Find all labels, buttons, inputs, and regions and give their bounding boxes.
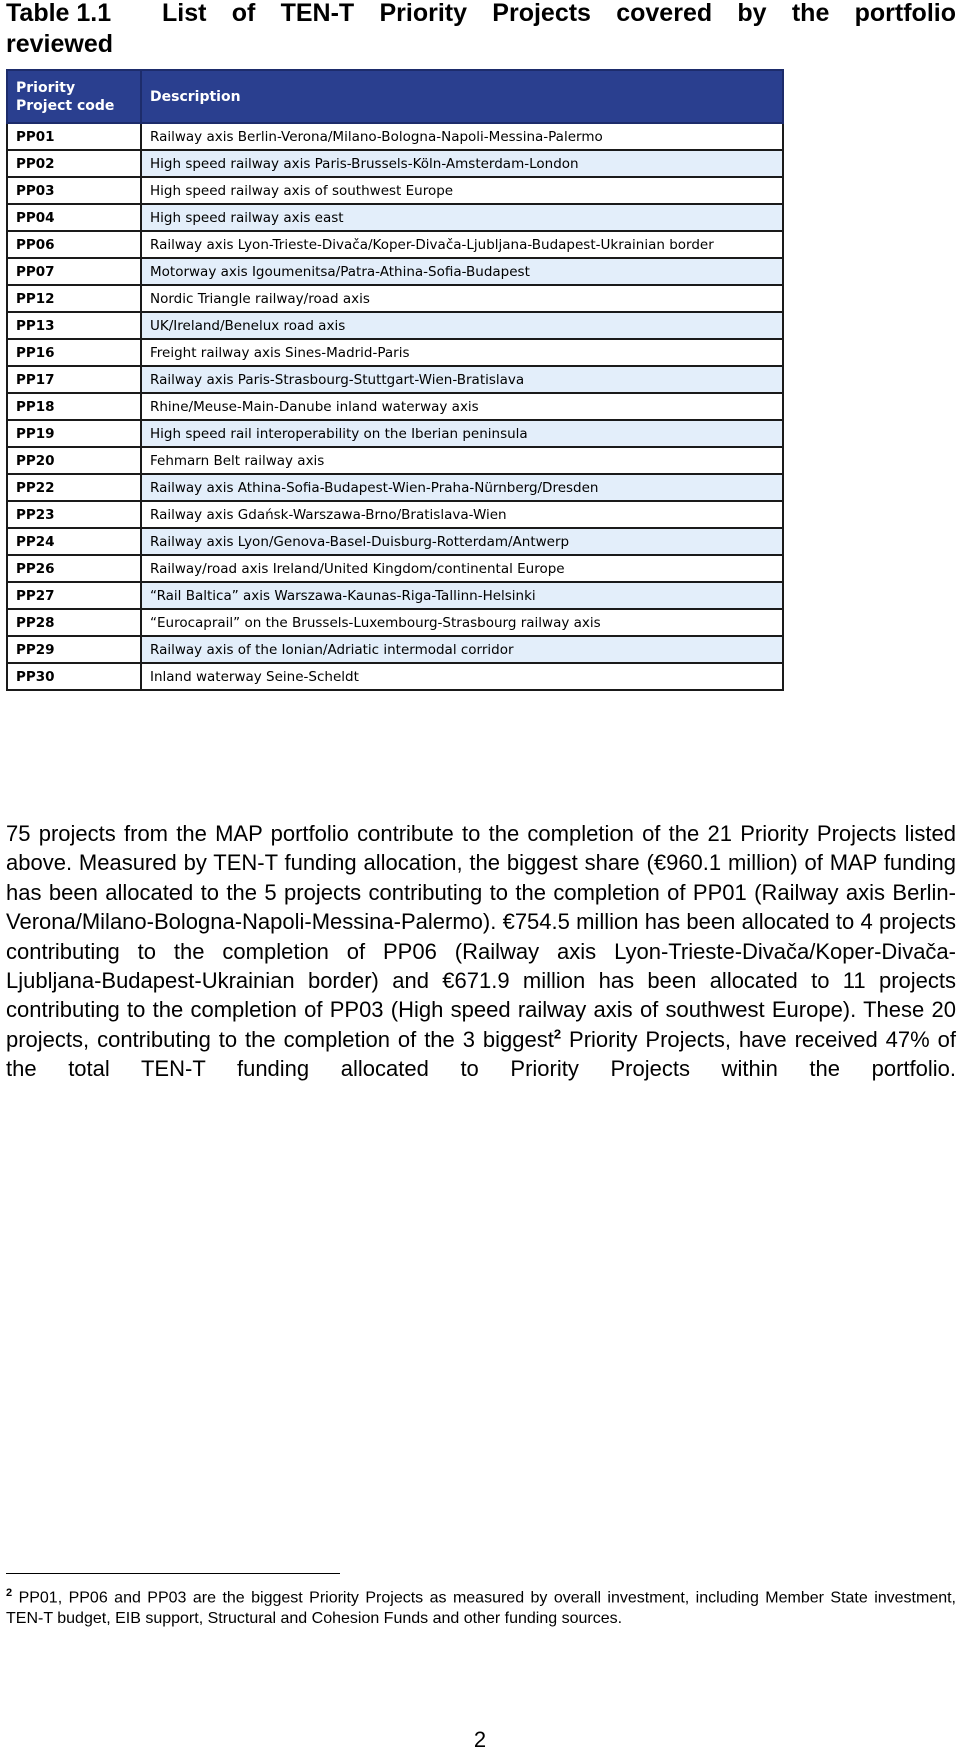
project-code: PP24 — [7, 528, 141, 555]
project-description: Freight railway axis Sines-Madrid-Paris — [141, 339, 783, 366]
project-description: Railway axis Paris-Strasbourg-Stuttgart-Wien-Bratislava — [141, 366, 783, 393]
project-code: PP13 — [7, 312, 141, 339]
project-code: PP04 — [7, 204, 141, 231]
project-code: PP23 — [7, 501, 141, 528]
project-code: PP18 — [7, 393, 141, 420]
table-row — [7, 474, 783, 501]
project-code: PP03 — [7, 177, 141, 204]
table-row — [7, 420, 783, 447]
project-description: Railway axis of the Ionian/Adriatic intermodal corridor — [141, 636, 783, 663]
body-paragraph — [6, 819, 956, 1084]
table-row — [7, 528, 783, 555]
project-code: PP19 — [7, 420, 141, 447]
table-row — [7, 285, 783, 312]
project-code: PP22 — [7, 474, 141, 501]
project-code: PP07 — [7, 258, 141, 285]
project-code: PP17 — [7, 366, 141, 393]
project-code: PP12 — [7, 285, 141, 312]
project-code: PP28 — [7, 609, 141, 636]
table-row — [7, 501, 783, 528]
project-code: PP29 — [7, 636, 141, 663]
paragraph-text-end: Priority Projects, have received 47% of the total TEN-T funding allocated to Priority Projects within the portfolio. — [6, 1026, 956, 1082]
project-code: PP01 — [7, 123, 141, 150]
table-row — [7, 366, 783, 393]
project-code: PP06 — [7, 231, 141, 258]
page-number: 2 — [473, 1727, 487, 1752]
project-description: Railway/road axis Ireland/United Kingdom/continental Europe — [141, 555, 783, 582]
project-description: “Rail Baltica” axis Warszawa-Kaunas-Riga-Tallinn-Helsinki — [141, 582, 783, 609]
footnote-mark: 2 — [6, 1587, 13, 1599]
table-row — [7, 231, 783, 258]
priority-projects-table — [6, 69, 784, 691]
project-description: High speed railway axis east — [141, 204, 783, 231]
project-description: Motorway axis Igoumenitsa/Patra-Athina-Sofia-Budapest — [141, 258, 783, 285]
table-row — [7, 393, 783, 420]
project-description: Railway axis Berlin-Verona/Milano-Bologna-Napoli-Messina-Palermo — [141, 123, 783, 150]
header-description: Description — [141, 70, 783, 123]
table-row — [7, 258, 783, 285]
project-description: “Eurocaprail” on the Brussels-Luxembourg-Strasbourg railway axis — [141, 609, 783, 636]
table-row — [7, 177, 783, 204]
caption-title: List of TEN-T Priority Projects covered by the portfolio — [162, 0, 956, 27]
project-description: Inland waterway Seine-Scheldt — [141, 663, 783, 690]
table-row — [7, 663, 783, 690]
caption-title-continued: reviewed — [6, 30, 114, 58]
table-row — [7, 636, 783, 663]
project-description: Railway axis Lyon-Trieste-Divača/Koper-Divača-Ljubljana-Budapest-Ukrainian border — [141, 231, 783, 258]
table-row — [7, 339, 783, 366]
project-description: UK/Ireland/Benelux road axis — [141, 312, 783, 339]
footnote — [6, 1583, 956, 1629]
paragraph-text: 75 projects from the MAP portfolio contribute to the completion of the 21 Priority Projects listed above. Measured by TEN-T funding allocation, the biggest share (€960.1 million) of MAP funding has been allocated to the 5 projects contributing to the completion of PP01 (Railway axis Berlin-Verona/Milano-Bologna-Napoli-Messina-Palermo). €754.5 million has been allocated to 4 projects contributing to the completion of PP06 (Railway axis Lyon-Trieste-Divača/Koper-Divača-Ljubljana-Budapest-Ukrainian border) and €671.9 million has been allocated to 11 projects contributing to the completion of PP03 (High speed railway axis of southwest Europe). These 20 projects, contributing to the completion of the 3 biggest — [6, 821, 956, 1052]
project-description: Fehmarn Belt railway axis — [141, 447, 783, 474]
table-row — [7, 555, 783, 582]
project-description: High speed railway axis Paris-Brussels-Köln-Amsterdam-London — [141, 150, 783, 177]
table-header-row — [7, 70, 783, 123]
project-description: Railway axis Lyon/Genova-Basel-Duisburg-Rotterdam/Antwerp — [141, 528, 783, 555]
table-row — [7, 609, 783, 636]
table-row — [7, 123, 783, 150]
project-description: Rhine/Meuse-Main-Danube inland waterway axis — [141, 393, 783, 420]
footnote-text: PP01, PP06 and PP03 are the biggest Priority Projects as measured by overall investment, including Member State investment, TEN-T budget, EIB support, Structural and Cohesion Funds and other funding sources. — [6, 1589, 956, 1628]
project-code: PP27 — [7, 582, 141, 609]
project-description: Railway axis Gdańsk-Warszawa-Brno/Bratislava-Wien — [141, 501, 783, 528]
table-row — [7, 204, 783, 231]
project-description: Nordic Triangle railway/road axis — [141, 285, 783, 312]
project-description: High speed rail interoperability on the Iberian peninsula — [141, 420, 783, 447]
project-code: PP26 — [7, 555, 141, 582]
table-row — [7, 582, 783, 609]
project-code: PP02 — [7, 150, 141, 177]
project-description: Railway axis Athina-Sofia-Budapest-Wien-Praha-Nürnberg/Dresden — [141, 474, 783, 501]
table-caption — [6, 0, 956, 60]
project-code: PP20 — [7, 447, 141, 474]
caption-label: Table 1.1 — [6, 0, 112, 27]
footnote-reference[interactable]: 2 — [553, 1026, 562, 1042]
table-row — [7, 150, 783, 177]
project-code: PP16 — [7, 339, 141, 366]
project-code: PP30 — [7, 663, 141, 690]
table-row — [7, 312, 783, 339]
project-description: High speed railway axis of southwest Europe — [141, 177, 783, 204]
table-row — [7, 447, 783, 474]
footnote-separator — [6, 1573, 340, 1574]
header-code: Priority Project code — [7, 70, 141, 123]
